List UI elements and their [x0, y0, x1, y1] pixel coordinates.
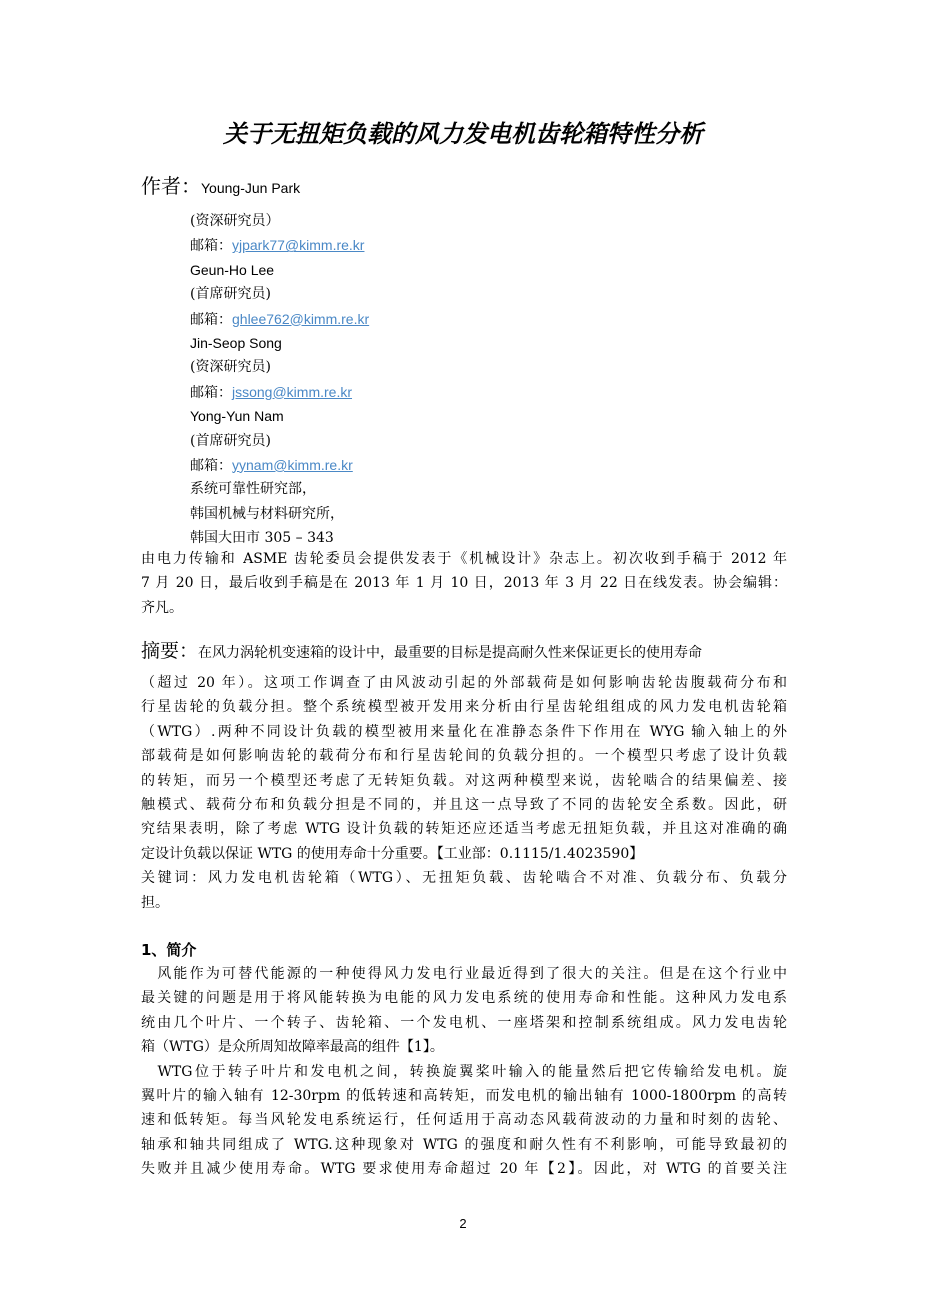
intro-line: 轴承和轴共同组成了 WTG.这种现象对 WTG 的强度和耐久性有不利影响，可能导致最初的	[141, 1136, 787, 1153]
affiliation-line: (资深研究员）	[190, 213, 280, 229]
abstract-line: 定设计负载以保证 WTG 的使用寿命十分重要。【工业部：0.1115/1.4023590】	[141, 845, 644, 862]
abstract-line: （超过 20 年）。这项工作调查了由风波动引起的外部载荷是如何影响齿轮齿腹载荷分布和	[141, 675, 787, 691]
submission-line: 7 月 20 日，最后收到手稿是在 2013 年 1 月 10 日，2013 年 3 月 22 日在线发表。协会编辑：	[141, 575, 787, 592]
affiliation-line: (首席研究员)	[190, 286, 271, 303]
abstract-line: 部载荷是如何影响齿轮的载荷分布和行星齿轮间的负载分担的。一个模型只考虑了设计负载	[141, 748, 787, 765]
abstract-line: 关键词：风力发电机齿轮箱（WTG）、无扭矩负载、齿轮啮合不对准、负载分布、负载分	[141, 870, 787, 887]
author-name: Geun-Ho Lee	[190, 261, 275, 278]
intro-line: 箱（WTG）是众所周知故障率最高的组件【1】。	[141, 1039, 444, 1056]
paper-title: 关于无扭矩负载的风力发电机齿轮箱特性分析	[223, 120, 703, 148]
introduction-body	[141, 962, 787, 1182]
intro-line: 失败并且减少使用寿命。WTG 要求使用寿命超过 20 年【2】。因此，对 WTG 的首要关注	[141, 1161, 787, 1178]
submission-line: 齐凡。	[141, 599, 183, 616]
email-link[interactable]: yjpark77@kimm.re.kr	[232, 237, 365, 254]
author-name: Yong-Yun Nam	[190, 408, 284, 425]
authors-heading	[141, 172, 300, 202]
abstract-first-text: 在风力涡轮机变速箱的设计中，最重要的目标是提高耐久性来保证更长的使用寿命	[198, 645, 703, 661]
affiliation-line: 韩国大田市 305 – 343	[190, 530, 334, 547]
submission-line: 由电力传输和 ASME 齿轮委员会提供发表于《机械设计》杂志上。初次收到手稿于 2012 年	[141, 551, 787, 567]
author-name: Jin-Seop Song	[190, 334, 282, 351]
intro-line: 最关键的问题是用于将风能转换为电能的风力发电系统的使用寿命和性能。这种风力发电系	[141, 990, 787, 1007]
first-author-name: Young-Jun Park	[201, 180, 301, 196]
email-line	[190, 453, 369, 477]
affiliation-line: 韩国机械与材料研究所，	[190, 505, 344, 522]
authors-label: 作者：	[141, 174, 201, 198]
email-link[interactable]: ghlee762@kimm.re.kr	[232, 310, 370, 327]
email-label: 邮箱：	[190, 384, 232, 401]
affiliation-line: (资深研究员)	[190, 359, 271, 376]
abstract-first-line	[141, 637, 787, 667]
page-number: 2	[459, 1216, 467, 1231]
intro-line: WTG位于转子叶片和发电机之间，转换旋翼桨叶输入的能量然后把它传输给发电机。旋	[141, 1063, 787, 1080]
abstract-line: 担。	[141, 894, 169, 911]
abstract-body	[141, 671, 787, 915]
section-title-introduction: 1、简介	[141, 941, 197, 959]
submission-note	[141, 547, 787, 620]
abstract-line: 的转矩，而另一个模型还考虑了无转矩负载。对这两种模型来说，齿轮啮合的结果偏差、接	[141, 772, 787, 789]
affiliation-line: 系统可靠性研究部，	[190, 481, 316, 498]
abstract-line: 究结果表明，除了考虑 WTG 设计负载的转矩还应还适当考虑无扭矩负载，并且这对准确的确	[141, 821, 787, 838]
intro-line: 统由几个叶片、一个转子、齿轮箱、一个发电机、一座塔架和控制系统组成。风力发电齿轮	[141, 1014, 787, 1031]
intro-line: 速和低转矩。每当风轮发电系统运行，任何适用于高动态风载荷波动的力量和时刻的齿轮、	[141, 1112, 787, 1129]
author-affiliation-block	[190, 209, 369, 550]
abstract-line: 触模式、载荷分布和负载分担是不同的，并且这一点导致了不同的齿轮安全系数。因此，研	[141, 796, 787, 813]
email-label: 邮箱：	[190, 311, 232, 328]
email-line	[190, 233, 369, 257]
email-label: 邮箱：	[190, 238, 232, 255]
abstract-label: 摘要：	[141, 640, 199, 662]
abstract-line: （WTG）.两种不同设计负载的模型被用来量化在准静态条件下作用在 WYG 输入轴上的外	[141, 723, 787, 740]
intro-line: 风能作为可替代能源的一种使得风力发电行业最近得到了很大的关注。但是在这个行业中	[141, 966, 787, 982]
email-line	[190, 380, 369, 404]
email-label: 邮箱：	[190, 457, 232, 474]
email-link[interactable]: jssong@kimm.re.kr	[232, 383, 353, 400]
email-link[interactable]: yynam@kimm.re.kr	[232, 456, 353, 473]
affiliation-line: (首席研究员)	[190, 432, 271, 449]
abstract-line: 行星齿轮的负载分担。整个系统模型被开发用来分析由行星齿轮组组成的风力发电机齿轮箱	[141, 699, 787, 716]
email-line	[190, 307, 369, 331]
intro-line: 翼叶片的输入轴有 12-30rpm 的低转速和高转矩，而发电机的输出轴有 1000-1800rpm 的高转	[141, 1087, 787, 1104]
